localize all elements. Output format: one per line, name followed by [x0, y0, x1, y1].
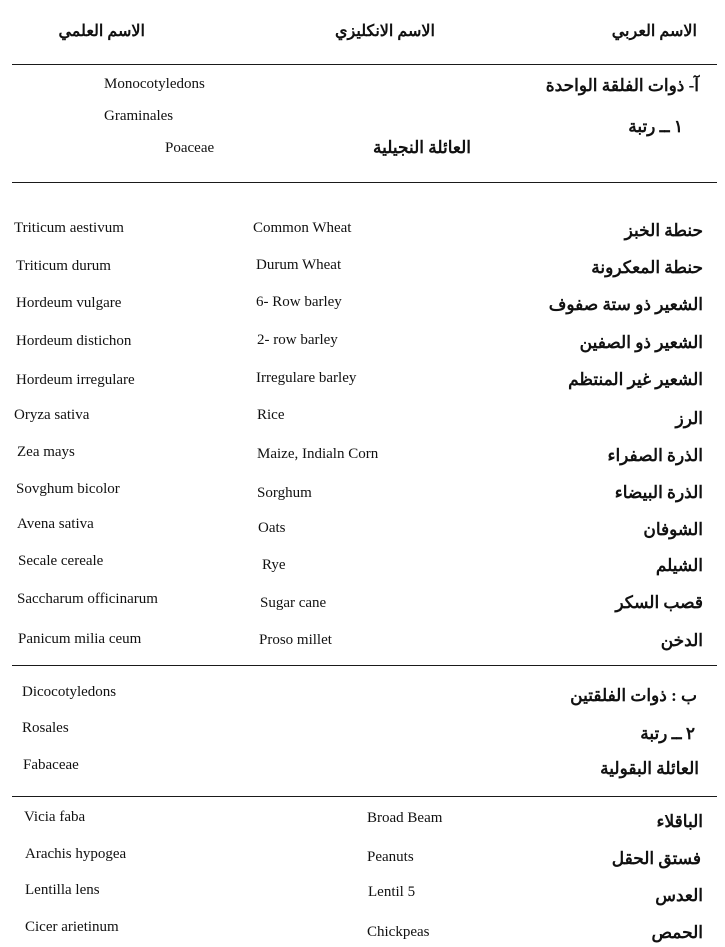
scientific-name-cell: Sovghum bicolor [16, 481, 120, 497]
section-a-family-sci: Poaceae [165, 140, 215, 156]
arabic-name-cell: حنطة الخبز [624, 221, 703, 240]
arabic-name-cell: الحمص [651, 923, 703, 942]
scientific-name-cell: Hordeum vulgare [16, 295, 122, 311]
english-name-cell: Maize, Indialn Corn [257, 446, 379, 462]
scientific-name-cell: Hordeum irregulare [16, 372, 135, 388]
section-b-family-sci: Fabaceae [23, 757, 79, 773]
arabic-name-cell: قصب السكر [615, 593, 703, 612]
scientific-name-cell: Vicia faba [24, 809, 86, 825]
section-a-class-sci: Monocotyledons [104, 76, 205, 92]
header-arabic-name: الاسم العربي [611, 23, 697, 40]
arabic-name-cell: الشعير ذو الصفين [579, 333, 703, 352]
arabic-name-cell: حنطة المعكرونة [591, 258, 703, 277]
english-name-cell: Chickpeas [367, 924, 430, 940]
scientific-name-cell: Oryza sativa [14, 407, 90, 423]
section-b-rule [12, 796, 717, 797]
arabic-name-cell: الذرة البيضاء [614, 483, 703, 502]
section-a-family-ar: العائلة النجيلية [372, 138, 471, 157]
english-name-cell: Proso millet [259, 632, 332, 648]
section-b-class-sci: Dicocotyledons [22, 684, 117, 700]
arabic-name-cell: الباقلاء [656, 812, 703, 831]
scientific-name-cell: Panicum milia ceum [18, 631, 142, 647]
english-name-cell: 2- row barley [257, 332, 338, 348]
arabic-name-cell: الدخن [660, 631, 703, 650]
arabic-name-cell: الشوفان [643, 520, 703, 539]
english-name-cell: Rye [262, 557, 286, 573]
scientific-name-cell: Zea mays [17, 444, 75, 460]
arabic-name-cell: الشعير غير المنتظم [568, 370, 703, 389]
header-english-name: الاسم الانكليزي [335, 23, 435, 40]
scientific-name-cell: Cicer arietinum [25, 919, 119, 935]
section-a-order-ar: ١ ــ رتبة [628, 117, 683, 136]
section-a-class-ar: آ- ذوات الفلقة الواحدة [545, 76, 699, 95]
scientific-name-cell: Triticum durum [16, 258, 111, 274]
english-name-cell: Broad Beam [367, 810, 443, 826]
english-name-cell: Sugar cane [260, 595, 327, 611]
english-name-cell: 6- Row barley [256, 294, 342, 310]
section-b-order-sci: Rosales [22, 720, 69, 736]
english-name-cell: Oats [258, 520, 286, 536]
scientific-name-cell: Hordeum distichon [16, 333, 132, 349]
header-rule [12, 64, 717, 65]
arabic-name-cell: الشعير ذو ستة صفوف [548, 295, 703, 314]
english-name-cell: Rice [257, 407, 285, 423]
english-name-cell: Irregulare barley [256, 370, 357, 386]
section-b-top-rule [12, 665, 717, 666]
arabic-name-cell: العدس [655, 886, 703, 905]
english-name-cell: Peanuts [367, 849, 414, 865]
section-b-class-ar: ب : ذوات الفلقتين [570, 686, 697, 705]
arabic-name-cell: الشيلم [655, 556, 703, 575]
section-b-family-ar: العائلة البقولية [600, 759, 699, 778]
arabic-name-cell: الذرة الصفراء [607, 446, 703, 465]
english-name-cell: Sorghum [257, 485, 312, 501]
arabic-name-cell: الرز [675, 409, 703, 428]
scientific-name-cell: Secale cereale [18, 553, 104, 569]
english-name-cell: Common Wheat [253, 220, 352, 236]
arabic-name-cell: فستق الحقل [611, 849, 701, 868]
section-b-order-ar: ٢ ــ رتبة [640, 724, 695, 743]
english-name-cell: Durum Wheat [256, 257, 342, 273]
section-a-rule [12, 182, 717, 183]
section-a-order-sci: Graminales [104, 108, 174, 124]
scientific-name-cell: Triticum aestivum [14, 220, 124, 236]
scientific-name-cell: Arachis hypogea [25, 846, 127, 862]
scientific-name-cell: Saccharum officinarum [17, 591, 158, 607]
scientific-name-cell: Avena sativa [17, 516, 94, 532]
english-name-cell: Lentil 5 [368, 884, 416, 900]
scientific-name-cell: Lentilla lens [25, 882, 100, 898]
header-scientific-name: الاسم العلمي [58, 23, 145, 40]
